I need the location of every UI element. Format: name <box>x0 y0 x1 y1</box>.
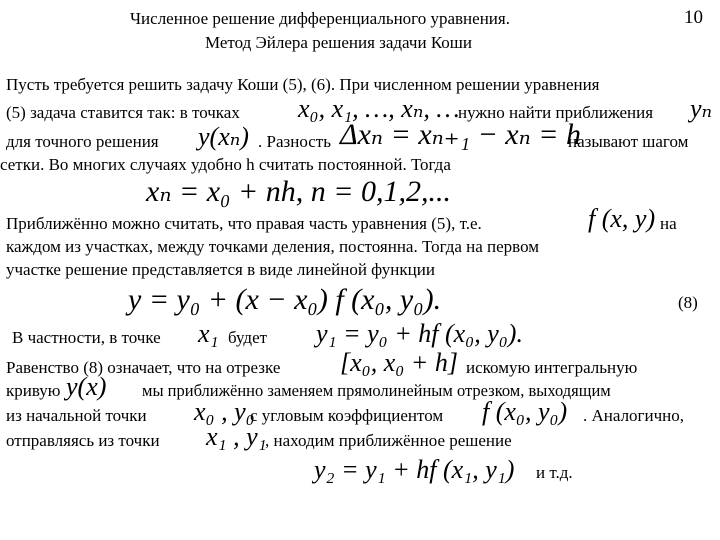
text-line-7: участке решение представляется в виде линейной функции <box>6 260 435 279</box>
text-line-13: и т.д. <box>536 463 573 482</box>
formula-f-x0-y0: f (x₀, y₀) <box>482 397 568 426</box>
formula-y-n: yₙ <box>690 94 713 123</box>
text-line-3c: называют шагом <box>568 132 689 151</box>
text-line-11b: с угловым коэффициентом <box>250 406 444 425</box>
text-line-5b: на <box>660 214 677 233</box>
text-line-8b: будет <box>228 328 268 347</box>
text-line-11c: . Аналогично, <box>583 406 685 425</box>
formula-interval: [x₀, x₀ + h] <box>340 348 458 377</box>
text-line-10b: мы приближённо заменяем прямолинейным отрезком, выходящим <box>142 381 611 400</box>
formula-points: x₀, x₁, …, xₙ, … <box>298 94 460 123</box>
text-line-2a: (5) задача ставится так: в точках <box>6 103 240 122</box>
text-line-10a: кривую <box>6 381 61 400</box>
text-line-6: каждом из участках, между точками деления, постоянна. Тогда на первом <box>6 237 540 256</box>
text-line-9b: искомую интегральную <box>466 358 638 377</box>
formula-x1-y1: x₁ , y₁ <box>206 422 267 451</box>
page-number: 10 <box>684 7 703 28</box>
formula-f-xy: f (x, y) <box>588 204 656 233</box>
slide-title-line-2: Метод Эйлера решения задачи Коши <box>205 33 472 52</box>
formula-delta: Δxₙ = xₙ₊₁ − xₙ = h <box>340 118 582 151</box>
text-line-2b: нужно найти приближения <box>458 103 654 122</box>
text-line-1: Пусть требуется решить задачу Коши (5), (6). При численном решении уравнения <box>6 75 600 94</box>
formula-xn: xₙ = x₀ + nh, n = 0,1,2,... <box>146 175 451 208</box>
text-line-4: сетки. Во многих случаях удобно h считать постоянной. Тогда <box>0 155 451 174</box>
text-line-3b: . Разность <box>258 132 331 151</box>
formula-y-x: y(x) <box>66 372 107 401</box>
text-line-5a: Приближённо можно считать, что правая часть уравнения (5), т.е. <box>6 214 482 233</box>
formula-y2: y₂ = y₁ + hf (x₁, y₁) <box>314 455 515 484</box>
formula-y-xn: y(xₙ) <box>198 122 249 151</box>
text-line-11a: из начальной точки <box>6 406 147 425</box>
formula-eq-8: y = y₀ + (x − x₀) f (x₀, y₀). <box>128 283 442 316</box>
text-line-12b: , находим приближённое решение <box>265 431 512 450</box>
text-line-3a: для точного решения <box>6 132 159 151</box>
equation-8-label: (8) <box>678 293 698 312</box>
text-line-8a: В частности, в точке <box>12 328 161 347</box>
text-line-12a: отправляясь из точки <box>6 431 160 450</box>
formula-x0-y0: x₀ , y₀ <box>194 397 255 426</box>
formula-y1: y₁ = y₀ + hf (x₀, y₀). <box>316 319 523 348</box>
slide-title-line-1: Численное решение дифференциального уравнения. <box>130 9 510 28</box>
formula-x1: x₁ <box>198 319 219 348</box>
text-line-9a: Равенство (8) означает, что на отрезке <box>6 358 281 377</box>
